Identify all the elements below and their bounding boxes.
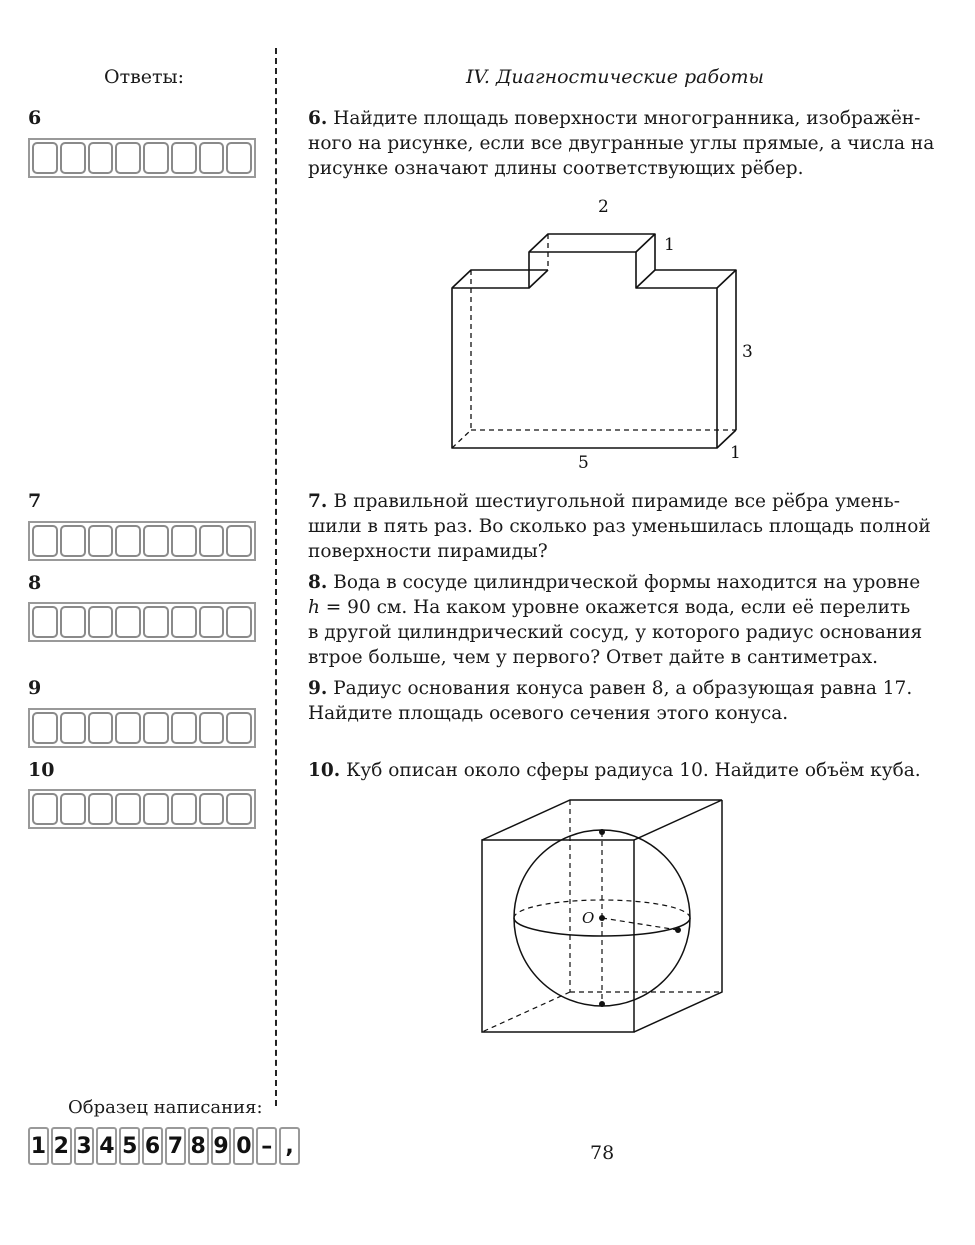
problem-10-number: 10. bbox=[308, 760, 341, 781]
answer-field-6[interactable] bbox=[28, 138, 256, 178]
problem-8-line-3: в другой цилиндрический сосуд, у которого радиус основания bbox=[308, 622, 923, 643]
answer-label-6: 6 bbox=[28, 107, 42, 129]
answer-field-7[interactable] bbox=[28, 521, 256, 561]
problem-8-line-1: 8. Вода в сосуде цилиндрической формы находится на уровне bbox=[308, 572, 921, 593]
label-right: 3 bbox=[742, 342, 753, 362]
label-depth: 1 bbox=[730, 443, 741, 463]
answer-label-8: 8 bbox=[28, 572, 42, 594]
problem-6-number: 6. bbox=[308, 108, 328, 129]
problem-7 bbox=[308, 489, 931, 564]
sample-digits bbox=[28, 1127, 300, 1165]
sample-digit: 8 bbox=[188, 1127, 209, 1165]
answer-label-7: 7 bbox=[28, 490, 42, 512]
problem-8-line-2: h = 90 см. На каком уровне окажется вода, если её перелить bbox=[308, 597, 911, 618]
sample-digit: , bbox=[279, 1127, 300, 1165]
problem-9 bbox=[308, 676, 913, 726]
problem-8-line-4: втрое больше, чем у первого? Ответ дайте в сантиметрах. bbox=[308, 647, 879, 668]
problem-6 bbox=[308, 106, 935, 181]
answer-field-9[interactable] bbox=[28, 708, 256, 748]
sample-digit: 6 bbox=[142, 1127, 163, 1165]
cube-sphere-figure bbox=[470, 792, 740, 1042]
problem-7-line-3: поверхности пирамиды? bbox=[308, 541, 548, 562]
center-label: O bbox=[582, 909, 595, 927]
problem-6-line-1: 6. Найдите площадь поверхности многогранника, изображён- bbox=[308, 108, 921, 129]
problem-7-line-2: шили в пять раз. Во сколько раз уменьшилась площадь полной bbox=[308, 516, 931, 537]
label-bottom: 5 bbox=[578, 453, 589, 470]
sample-digit: 9 bbox=[211, 1127, 232, 1165]
page-number: 78 bbox=[590, 1142, 615, 1164]
problem-8-number: 8. bbox=[308, 572, 328, 593]
problem-10-line-1: 10. Куб описан около сферы радиуса 10. Найдите объём куба. bbox=[308, 760, 921, 781]
sample-label: Образец написания: bbox=[68, 1097, 263, 1118]
sample-digit: 5 bbox=[119, 1127, 140, 1165]
section-title: IV. Диагностические работы bbox=[466, 66, 765, 88]
problem-6-line-3: рисунке означают длины соответствующих рёбер. bbox=[308, 158, 804, 179]
answers-title: Ответы: bbox=[104, 66, 185, 88]
problem-9-line-2: Найдите площадь осевого сечения этого конуса. bbox=[308, 703, 789, 724]
column-divider bbox=[275, 48, 277, 1106]
problem-7-number: 7. bbox=[308, 491, 328, 512]
problem-8 bbox=[308, 570, 923, 670]
problem-7-line-1: 7. В правильной шестиугольной пирамиде все рёбра умень- bbox=[308, 491, 900, 512]
sample-digit: 3 bbox=[74, 1127, 95, 1165]
answer-label-10: 10 bbox=[28, 759, 55, 781]
problem-10 bbox=[308, 758, 921, 783]
answer-label-9: 9 bbox=[28, 677, 42, 699]
sample-digit: 4 bbox=[96, 1127, 117, 1165]
sample-digit: 0 bbox=[233, 1127, 254, 1165]
problem-9-line-1: 9. Радиус основания конуса равен 8, а образующая равна 17. bbox=[308, 678, 913, 699]
sample-digit: – bbox=[256, 1127, 277, 1165]
sample-digit: 2 bbox=[51, 1127, 72, 1165]
sample-digit: 7 bbox=[165, 1127, 186, 1165]
label-top: 2 bbox=[598, 197, 609, 217]
answer-field-8[interactable] bbox=[28, 602, 256, 642]
polyhedron-figure bbox=[440, 190, 770, 470]
sample-digit: 1 bbox=[28, 1127, 49, 1165]
problem-9-number: 9. bbox=[308, 678, 328, 699]
problem-6-line-2: ного на рисунке, если все двугранные углы прямые, а числа на bbox=[308, 133, 935, 154]
answer-field-10[interactable] bbox=[28, 789, 256, 829]
label-right-top: 1 bbox=[664, 235, 675, 255]
